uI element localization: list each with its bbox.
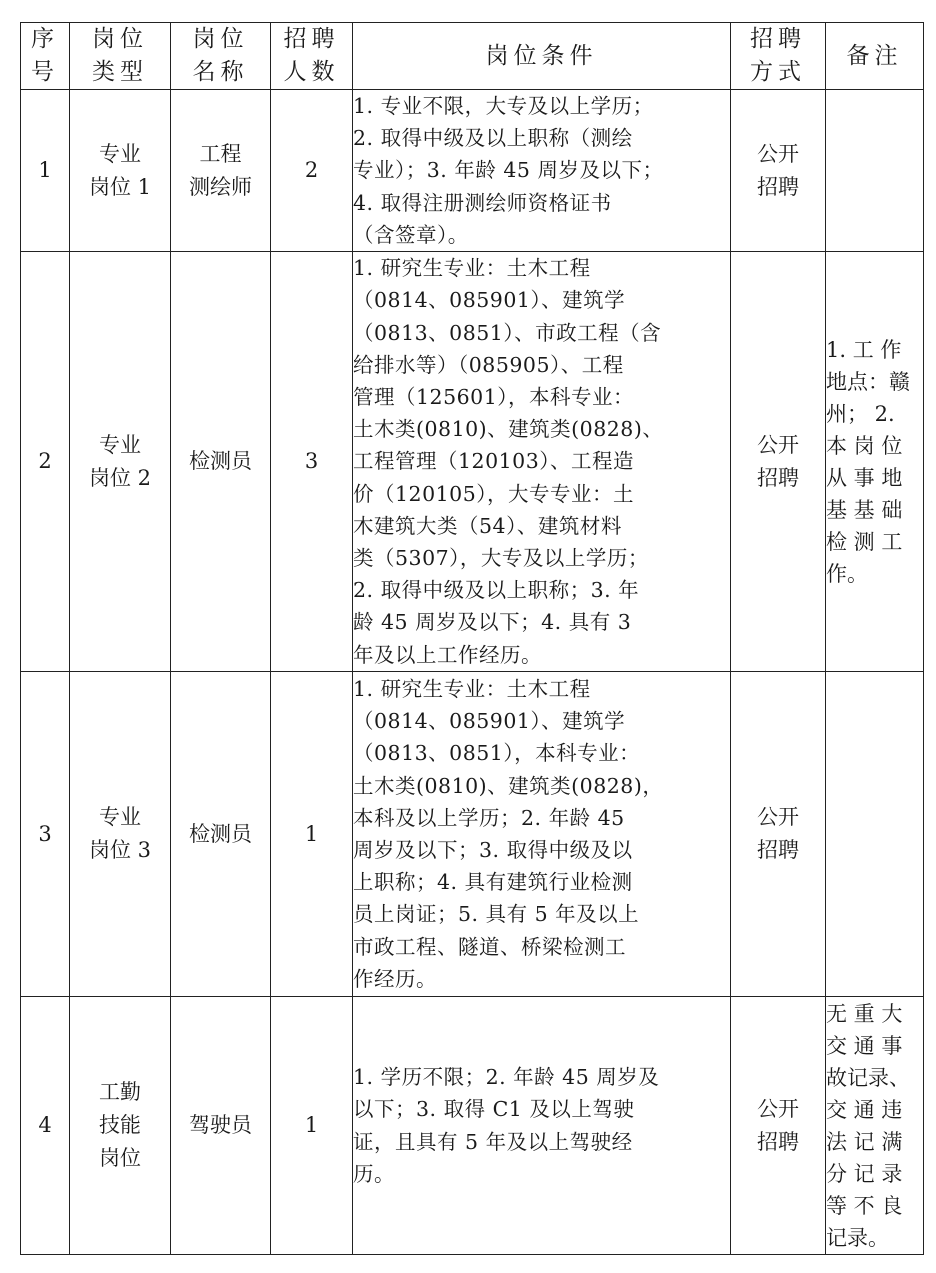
cell-count: 2 <box>271 90 353 252</box>
cell-count: 1 <box>271 997 353 1255</box>
cell-name: 工程 测绘师 <box>171 90 271 252</box>
cell-seq: 2 <box>21 252 70 672</box>
cell-conditions: 1. 专业不限，大专及以上学历； 2. 取得中级及以上职称（测绘 专业）；3. 年龄 45 周岁及以下； 4. 取得注册测绘师资格证书 （含签章）。 <box>353 90 731 252</box>
cell-conditions: 1. 研究生专业：土木工程 （0814、085901）、建筑学 （0813、0851）、市政工程（含 给排水等）（085905）、工程 管理（125601），本科专业： 土木类(0810)、建筑类(0828)、 工程管理（120103）、工程造 价（120105），大专专业：土 木建筑大类（54）、建筑材料 类（5307），大专及以上学历； 2. 取得中级及以上职称；3. 年 龄 45 周岁及以下；4. 具有 3 年及以上工作经历。 <box>353 252 731 672</box>
header-name: 岗位 名称 <box>171 23 271 90</box>
header-row <box>21 23 924 90</box>
cell-method: 公开 招聘 <box>731 252 826 672</box>
cell-count: 3 <box>271 252 353 672</box>
table-row <box>21 672 924 997</box>
cell-note: 无 重 大 交 通 事 故记录、 交 通 违 法 记 满 分 记 录 等 不 良 记录。 <box>826 997 924 1255</box>
table-row <box>21 90 924 252</box>
cell-count: 1 <box>271 672 353 997</box>
header-method: 招聘 方式 <box>731 23 826 90</box>
cell-method: 公开 招聘 <box>731 997 826 1255</box>
cell-type: 专业 岗位 3 <box>70 672 171 997</box>
recruitment-table <box>20 22 924 1255</box>
cell-method: 公开 招聘 <box>731 672 826 997</box>
cell-name: 驾驶员 <box>171 997 271 1255</box>
cell-type: 专业 岗位 1 <box>70 90 171 252</box>
cell-seq: 1 <box>21 90 70 252</box>
header-type: 岗位 类型 <box>70 23 171 90</box>
cell-type: 工勤 技能 岗位 <box>70 997 171 1255</box>
cell-conditions: 1. 学历不限；2. 年龄 45 周岁及 以下；3. 取得 C1 及以上驾驶 证，且具有 5 年及以上驾驶经 历。 <box>353 997 731 1255</box>
cell-conditions: 1. 研究生专业：土木工程 （0814、085901）、建筑学 （0813、0851），本科专业： 土木类(0810)、建筑类(0828)， 本科及以上学历；2. 年龄 45 周岁及以下；3. 取得中级及以 上职称；4. 具有建筑行业检测 员上岗证；5. 具有 5 年及以上 市政工程、隧道、桥梁检测工 作经历。 <box>353 672 731 997</box>
cell-type: 专业 岗位 2 <box>70 252 171 672</box>
header-conditions: 岗位条件 <box>353 23 731 90</box>
table-row <box>21 997 924 1255</box>
header-seq: 序 号 <box>21 23 70 90</box>
cell-note <box>826 672 924 997</box>
header-count: 招聘 人数 <box>271 23 353 90</box>
cell-name: 检测员 <box>171 672 271 997</box>
table-row <box>21 252 924 672</box>
cell-name: 检测员 <box>171 252 271 672</box>
header-note: 备注 <box>826 23 924 90</box>
cell-note <box>826 90 924 252</box>
cell-method: 公开 招聘 <box>731 90 826 252</box>
cell-note: 1. 工 作 地点：赣 州； 2. 本 岗 位 从 事 地 基 基 础 检 测 工 作。 <box>826 252 924 672</box>
cell-seq: 3 <box>21 672 70 997</box>
cell-seq: 4 <box>21 997 70 1255</box>
